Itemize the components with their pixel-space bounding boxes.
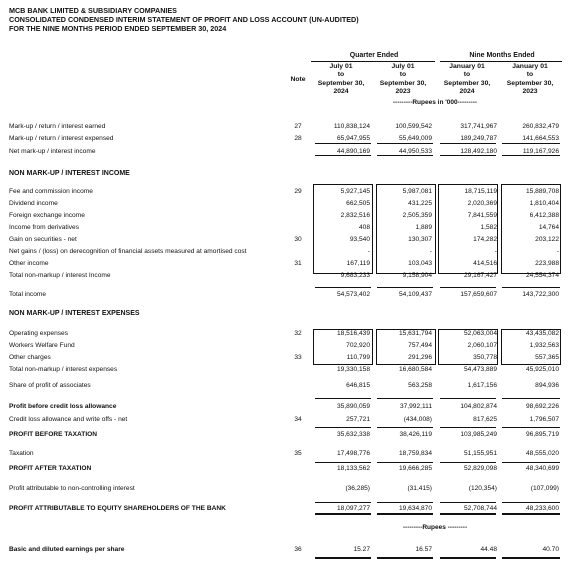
row-value: 203,122 bbox=[535, 236, 559, 243]
row-eps bbox=[0, 545, 570, 555]
row-label: Total non-markup / interest expenses bbox=[9, 366, 118, 373]
row-value: 291,296 bbox=[408, 354, 432, 361]
row-note: 33 bbox=[294, 354, 302, 361]
row-value: 223,988 bbox=[535, 260, 559, 267]
row-value: (107,099) bbox=[530, 485, 559, 492]
row-label: Operating expenses bbox=[9, 330, 69, 337]
row-value: 7,841,559 bbox=[467, 212, 497, 219]
col-header-line: July 01 bbox=[329, 63, 353, 70]
row-derivatives-income bbox=[0, 223, 570, 233]
row-label: Net gains / (loss) on derecognition of financial assets measured at amortised cost bbox=[9, 248, 247, 255]
row-markup-earned bbox=[0, 122, 570, 132]
rule bbox=[315, 462, 371, 463]
row-value: 15.27 bbox=[353, 546, 370, 553]
row-value: 19,666,285 bbox=[398, 465, 432, 472]
rule bbox=[377, 427, 433, 428]
row-value: 563,258 bbox=[408, 382, 432, 389]
note-column-header: Note bbox=[290, 76, 306, 83]
row-value: 414,516 bbox=[473, 260, 497, 267]
row-value: 702,920 bbox=[346, 342, 370, 349]
row-value: 431,225 bbox=[408, 200, 432, 207]
rule bbox=[315, 287, 371, 288]
row-label: Other income bbox=[9, 260, 49, 267]
row-value: (120,354) bbox=[468, 485, 497, 492]
row-value: 1,889 bbox=[415, 224, 432, 231]
col-header-line: 2024 bbox=[333, 88, 349, 96]
row-profit-after-taxation bbox=[0, 464, 570, 474]
row-value: (36,285) bbox=[345, 485, 370, 492]
row-value: 54,473,889 bbox=[463, 366, 497, 373]
row-value: 1,932,563 bbox=[529, 342, 559, 349]
row-value: - bbox=[556, 248, 559, 255]
rule bbox=[440, 427, 496, 428]
row-value: 93,540 bbox=[349, 236, 370, 243]
row-non-controlling-interest bbox=[0, 484, 570, 494]
row-value: 54,109,437 bbox=[398, 291, 432, 298]
row-note: 35 bbox=[294, 450, 302, 457]
row-note: 30 bbox=[294, 236, 302, 243]
nine-months-underline bbox=[440, 61, 562, 62]
row-value: - bbox=[367, 248, 370, 255]
row-value: 45,925,010 bbox=[525, 366, 559, 373]
row-value: 38,426,119 bbox=[399, 431, 432, 438]
col-header-9m2023 bbox=[499, 63, 561, 97]
row-value: 18,759,834 bbox=[398, 450, 432, 457]
row-note: 31 bbox=[294, 260, 302, 267]
row-value: 19,634,870 bbox=[398, 505, 432, 512]
row-credit-loss-allowance bbox=[0, 415, 570, 425]
row-total-income bbox=[0, 290, 570, 300]
rule bbox=[315, 427, 371, 428]
row-value: 408 bbox=[358, 224, 370, 231]
col-header-line: September 30, bbox=[379, 79, 427, 87]
row-label: Gain on securities - net bbox=[9, 236, 77, 243]
row-value: 1,810,404 bbox=[529, 200, 559, 207]
rule bbox=[502, 427, 560, 428]
row-value: 18,516,439 bbox=[336, 330, 370, 337]
col-header-line: January 01 bbox=[512, 63, 548, 70]
row-value: 350,778 bbox=[473, 354, 497, 361]
row-value: 52,708,744 bbox=[463, 505, 497, 512]
row-value: 2,505,359 bbox=[402, 212, 432, 219]
row-value: 18,133,562 bbox=[336, 465, 370, 472]
rule bbox=[440, 462, 496, 463]
row-value: 757,494 bbox=[408, 342, 432, 349]
row-value: 1,796,507 bbox=[529, 416, 559, 423]
row-other-income bbox=[0, 259, 570, 269]
rule bbox=[502, 462, 560, 463]
row-value: 110,838,124 bbox=[333, 123, 370, 130]
rule bbox=[502, 287, 560, 288]
row-value: 48,340,699 bbox=[525, 465, 559, 472]
row-value: (31,415) bbox=[407, 485, 432, 492]
row-value: 130,307 bbox=[408, 236, 432, 243]
row-value: 15,631,794 bbox=[398, 330, 432, 337]
row-note: 32 bbox=[294, 330, 302, 337]
row-value: 52,829,098 bbox=[463, 465, 497, 472]
row-value: 662,505 bbox=[346, 200, 370, 207]
row-value: 35,890,059 bbox=[336, 403, 370, 410]
row-label: Taxation bbox=[9, 450, 34, 457]
row-value: 189,249,787 bbox=[460, 135, 497, 142]
row-value: 2,832,516 bbox=[340, 212, 370, 219]
row-value: 19,330,158 bbox=[336, 366, 370, 373]
row-label: Dividend income bbox=[9, 200, 58, 207]
row-value: 157,659,607 bbox=[460, 291, 497, 298]
row-value: 98,692,226 bbox=[525, 403, 559, 410]
row-note: 27 bbox=[294, 123, 302, 130]
rule bbox=[377, 398, 433, 399]
row-value: 40.70 bbox=[542, 546, 559, 553]
row-share-of-associates bbox=[0, 381, 570, 391]
company-name: MCB BANK LIMITED & SUBSIDIARY COMPANIES bbox=[9, 6, 177, 15]
row-value: 9,158,904 bbox=[402, 272, 432, 279]
rule bbox=[377, 502, 433, 503]
row-value: 143,722,300 bbox=[522, 291, 559, 298]
row-note: 28 bbox=[294, 135, 302, 142]
row-value: 48,233,600 bbox=[525, 505, 559, 512]
row-value: 18,715,119 bbox=[464, 188, 497, 195]
row-markup-expensed bbox=[0, 134, 570, 144]
row-value: 44,890,169 bbox=[336, 148, 370, 155]
row-value: 16,680,584 bbox=[398, 366, 432, 373]
row-other-charges bbox=[0, 353, 570, 363]
row-note: 29 bbox=[294, 188, 302, 195]
row-value: 52,063,004 bbox=[463, 330, 497, 337]
row-value: 5,927,145 bbox=[340, 188, 370, 195]
row-label: Fee and commission income bbox=[9, 188, 93, 195]
row-label: Income from derivatives bbox=[9, 224, 79, 231]
row-value: 257,721 bbox=[346, 416, 370, 423]
row-value: 96,895,719 bbox=[525, 431, 559, 438]
rule bbox=[377, 287, 433, 288]
statement-period: FOR THE NINE MONTHS PERIOD ENDED SEPTEMBER 30, 2024 bbox=[9, 24, 227, 33]
row-label: Credit loss allowance and write offs - net bbox=[9, 416, 128, 423]
quarter-underline bbox=[311, 61, 435, 62]
col-header-line: September 30, bbox=[443, 79, 491, 87]
row-value: 1,617,156 bbox=[467, 382, 497, 389]
row-fee-commission-income bbox=[0, 187, 570, 197]
row-value: 103,043 bbox=[408, 260, 432, 267]
row-value: 55,649,009 bbox=[398, 135, 432, 142]
row-value: 43,435,082 bbox=[525, 330, 559, 337]
row-dividend-income bbox=[0, 199, 570, 209]
row-value: 817,625 bbox=[473, 416, 497, 423]
row-value: 51,155,951 bbox=[463, 450, 497, 457]
col-header-line: 2023 bbox=[395, 88, 411, 96]
rule bbox=[440, 502, 496, 503]
row-profit-to-equity-holders bbox=[0, 504, 570, 514]
row-value: 1,582 bbox=[480, 224, 497, 231]
quarter-ended-heading: Quarter Ended bbox=[349, 52, 399, 59]
row-value: 260,832,479 bbox=[522, 123, 559, 130]
row-label: PROFIT BEFORE TAXATION bbox=[9, 431, 98, 438]
col-header-line: September 30, bbox=[317, 79, 365, 87]
row-label: Total income bbox=[9, 291, 47, 298]
row-value: 48,555,020 bbox=[525, 450, 559, 457]
row-securities-gain bbox=[0, 235, 570, 245]
statement-title: CONSOLIDATED CONDENSED INTERIM STATEMENT OF PROFIT AND LOSS ACCOUNT (UN-AUDITED) bbox=[9, 15, 359, 24]
section-non-markup-income: NON MARK-UP / INTEREST INCOME bbox=[9, 170, 130, 177]
row-value: 103,985,249 bbox=[460, 431, 497, 438]
col-header-q2024 bbox=[310, 63, 372, 97]
row-value: 128,492,180 bbox=[460, 148, 497, 155]
col-header-line: to bbox=[526, 71, 534, 79]
col-header-line: 2023 bbox=[522, 88, 538, 96]
double-rule bbox=[315, 557, 371, 559]
double-rule bbox=[440, 557, 496, 559]
row-value: 16.57 bbox=[415, 546, 432, 553]
rule bbox=[502, 398, 560, 399]
row-profit-before-credit-loss bbox=[0, 402, 570, 412]
row-label: Mark-up / return / interest earned bbox=[9, 123, 106, 130]
row-value: 44.48 bbox=[480, 546, 497, 553]
row-value: 141,664,553 bbox=[522, 135, 559, 142]
row-value: 557,365 bbox=[535, 354, 559, 361]
row-value: 35,632,338 bbox=[336, 431, 370, 438]
row-value: 894,936 bbox=[535, 382, 559, 389]
row-taxation bbox=[0, 449, 570, 459]
col-header-9m2024 bbox=[436, 63, 498, 97]
row-derecognition-gain bbox=[0, 247, 570, 257]
row-total-non-markup-expenses bbox=[0, 365, 570, 375]
row-value: - bbox=[494, 248, 497, 255]
row-label: Net mark-up / interest income bbox=[9, 148, 96, 155]
col-header-line: September 30, bbox=[506, 79, 554, 87]
rule bbox=[315, 502, 371, 503]
row-value: 17,498,776 bbox=[336, 450, 370, 457]
row-label: Mark-up / return / interest expensed bbox=[9, 135, 114, 142]
row-label: Profit before credit loss allowance bbox=[9, 403, 117, 410]
rule bbox=[377, 462, 433, 463]
row-label: Profit attributable to non-controlling interest bbox=[9, 485, 135, 492]
col-header-line: January 01 bbox=[449, 63, 485, 70]
col-header-q2023 bbox=[372, 63, 434, 97]
row-label: PROFIT ATTRIBUTABLE TO EQUITY SHAREHOLDERS OF THE BANK bbox=[9, 505, 226, 512]
row-label: Total non-markup / interest Income bbox=[9, 272, 111, 279]
row-value: 29,167,427 bbox=[463, 272, 497, 279]
row-value: 119,167,926 bbox=[522, 148, 559, 155]
row-value: 2,060,107 bbox=[467, 342, 497, 349]
row-value: 15,889,708 bbox=[525, 188, 559, 195]
row-value: 5,987,081 bbox=[402, 188, 432, 195]
row-value: 37,992,111 bbox=[399, 403, 432, 410]
row-value: 6,412,388 bbox=[529, 212, 559, 219]
row-value: 54,573,402 bbox=[336, 291, 370, 298]
row-label: Share of profit of associates bbox=[9, 382, 91, 389]
double-rule bbox=[377, 557, 433, 559]
rule bbox=[502, 502, 560, 503]
rule bbox=[315, 398, 371, 399]
col-header-line: 2024 bbox=[459, 88, 475, 96]
row-value: 24,554,374 bbox=[525, 272, 559, 279]
row-value: - bbox=[429, 248, 432, 255]
row-value: 65,947,955 bbox=[336, 135, 370, 142]
row-total-non-markup-income bbox=[0, 271, 570, 281]
row-label: Foreign exchange income bbox=[9, 212, 85, 219]
row-label: Workers Welfare Fund bbox=[9, 342, 75, 349]
col-header-line: July 01 bbox=[391, 63, 415, 70]
row-value: 44,950,533 bbox=[398, 148, 432, 155]
section-non-markup-expenses: NON MARK-UP / INTEREST EXPENSES bbox=[9, 310, 140, 317]
row-value: 100,599,542 bbox=[395, 123, 432, 130]
units-label-eps: ---------Rupees --------- bbox=[402, 524, 468, 531]
row-profit-before-taxation bbox=[0, 430, 570, 440]
row-value: 110,799 bbox=[346, 354, 370, 361]
row-label: Other charges bbox=[9, 354, 51, 361]
row-value: (434,008) bbox=[403, 416, 432, 423]
row-label: PROFIT AFTER TAXATION bbox=[9, 465, 92, 472]
row-operating-expenses bbox=[0, 329, 570, 339]
units-label: ---------Rupees in '000--------- bbox=[392, 99, 478, 106]
col-header-line: to bbox=[399, 71, 407, 79]
row-value: 104,802,874 bbox=[460, 403, 497, 410]
rule bbox=[440, 287, 496, 288]
row-value: 2,020,369 bbox=[467, 200, 497, 207]
row-note: 34 bbox=[294, 416, 302, 423]
row-value: 174,282 bbox=[473, 236, 497, 243]
row-value: 167,119 bbox=[346, 260, 370, 267]
row-value: 317,741,967 bbox=[460, 123, 497, 130]
row-workers-welfare-fund bbox=[0, 341, 570, 351]
col-header-line: to bbox=[463, 71, 471, 79]
row-value: 9,683,233 bbox=[340, 272, 370, 279]
col-header-line: to bbox=[337, 71, 345, 79]
row-fx-income bbox=[0, 211, 570, 221]
row-value: 646,815 bbox=[346, 382, 370, 389]
row-value: 18,097,277 bbox=[336, 505, 370, 512]
nine-months-heading: Nine Months Ended bbox=[469, 52, 535, 59]
row-net-markup-income bbox=[0, 147, 570, 157]
row-label: Basic and diluted earnings per share bbox=[9, 546, 125, 553]
double-rule bbox=[502, 557, 560, 559]
row-value: 14,764 bbox=[538, 224, 559, 231]
rule bbox=[440, 398, 496, 399]
row-note: 36 bbox=[294, 546, 302, 553]
